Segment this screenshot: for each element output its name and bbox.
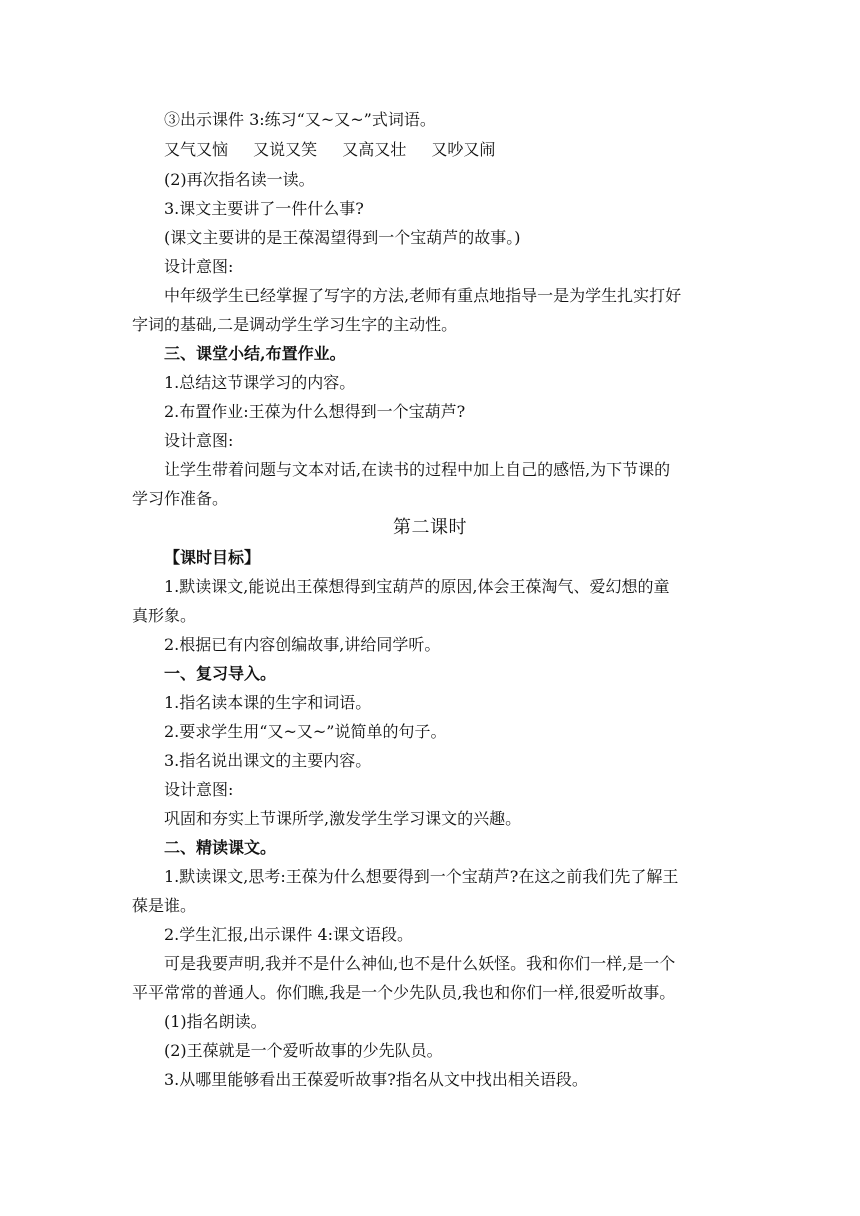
objective-item-cont: 真形象。 (132, 606, 197, 625)
design-intent-label: 设计意图: (164, 431, 234, 450)
sub-item: (1)指名朗读。 (164, 1012, 267, 1031)
paragraph-reread: (2)再次指名读一读。 (164, 170, 315, 189)
design-intent-label: 设计意图: (164, 780, 234, 799)
paragraph-courseware-3: ③出示课件 3:练习“又~又~”式词语。 (164, 110, 436, 129)
list-item: 1.总结这节课学习的内容。 (164, 373, 356, 392)
word-item: 又气又恼 (164, 140, 229, 159)
quoted-passage-cont: 平平常常的普通人。你们瞧,我是一个少先队员,我也和你们一样,很爱听故事。 (132, 983, 676, 1002)
design-intent-text: 中年级学生已经掌握了写字的方法,老师有重点地指导一是为学生扎实打好 (164, 286, 682, 305)
word-list (0, 140, 860, 160)
list-item: 2.布置作业:王葆为什么想得到一个宝葫芦? (164, 402, 466, 421)
list-item: 2.要求学生用“又~又~”说简单的句子。 (164, 722, 447, 741)
list-item: 1.默读课文,思考:王葆为什么想要得到一个宝葫芦?在这之前我们先了解王 (164, 867, 679, 886)
sub-item: (2)王葆就是一个爱听故事的少先队员。 (164, 1041, 443, 1060)
lesson-objectives-heading: 【课时目标】 (164, 548, 261, 567)
lesson-title: 第二课时 (393, 517, 467, 538)
objective-item: 1.默读课文,能说出王葆想得到宝葫芦的原因,体会王葆淘气、爱幻想的童 (164, 577, 670, 596)
quoted-passage: 可是我要声明,我并不是什么神仙,也不是什么妖怪。我和你们一样,是一个 (164, 954, 676, 973)
list-item: 3.从哪里能够看出王葆爱听故事?指名从文中找出相关语段。 (164, 1070, 588, 1089)
word-item: 又说又笑 (253, 140, 318, 159)
design-intent-text-cont: 字词的基础,二是调动学生学习生字的主动性。 (132, 315, 458, 334)
answer-main-content: (课文主要讲的是王葆渴望得到一个宝葫芦的故事。) (164, 228, 521, 247)
design-intent-text: 巩固和夯实上节课所学,激发学生学习课文的兴趣。 (164, 809, 522, 828)
design-intent-label: 设计意图: (164, 257, 234, 276)
word-item: 又吵又闹 (431, 140, 496, 159)
objective-item: 2.根据已有内容创编故事,讲给同学听。 (164, 635, 441, 654)
list-item-cont: 葆是谁。 (132, 896, 197, 915)
section-heading-close-reading: 二、精读课文。 (164, 838, 277, 857)
design-intent-text-cont: 学习作准备。 (132, 489, 229, 508)
list-item: 3.指名说出课文的主要内容。 (164, 751, 372, 770)
design-intent-text: 让学生带着问题与文本对话,在读书的过程中加上自己的感悟,为下节课的 (164, 460, 671, 479)
word-item: 又高又壮 (342, 140, 407, 159)
section-heading-review: 一、复习导入。 (164, 664, 277, 683)
section-heading-summary: 三、课堂小结,布置作业。 (164, 344, 346, 363)
question-main-content: 3.课文主要讲了一件什么事? (164, 199, 364, 218)
list-item: 1.指名读本课的生字和词语。 (164, 693, 372, 712)
list-item: 2.学生汇报,出示课件 4:课文语段。 (164, 925, 414, 944)
